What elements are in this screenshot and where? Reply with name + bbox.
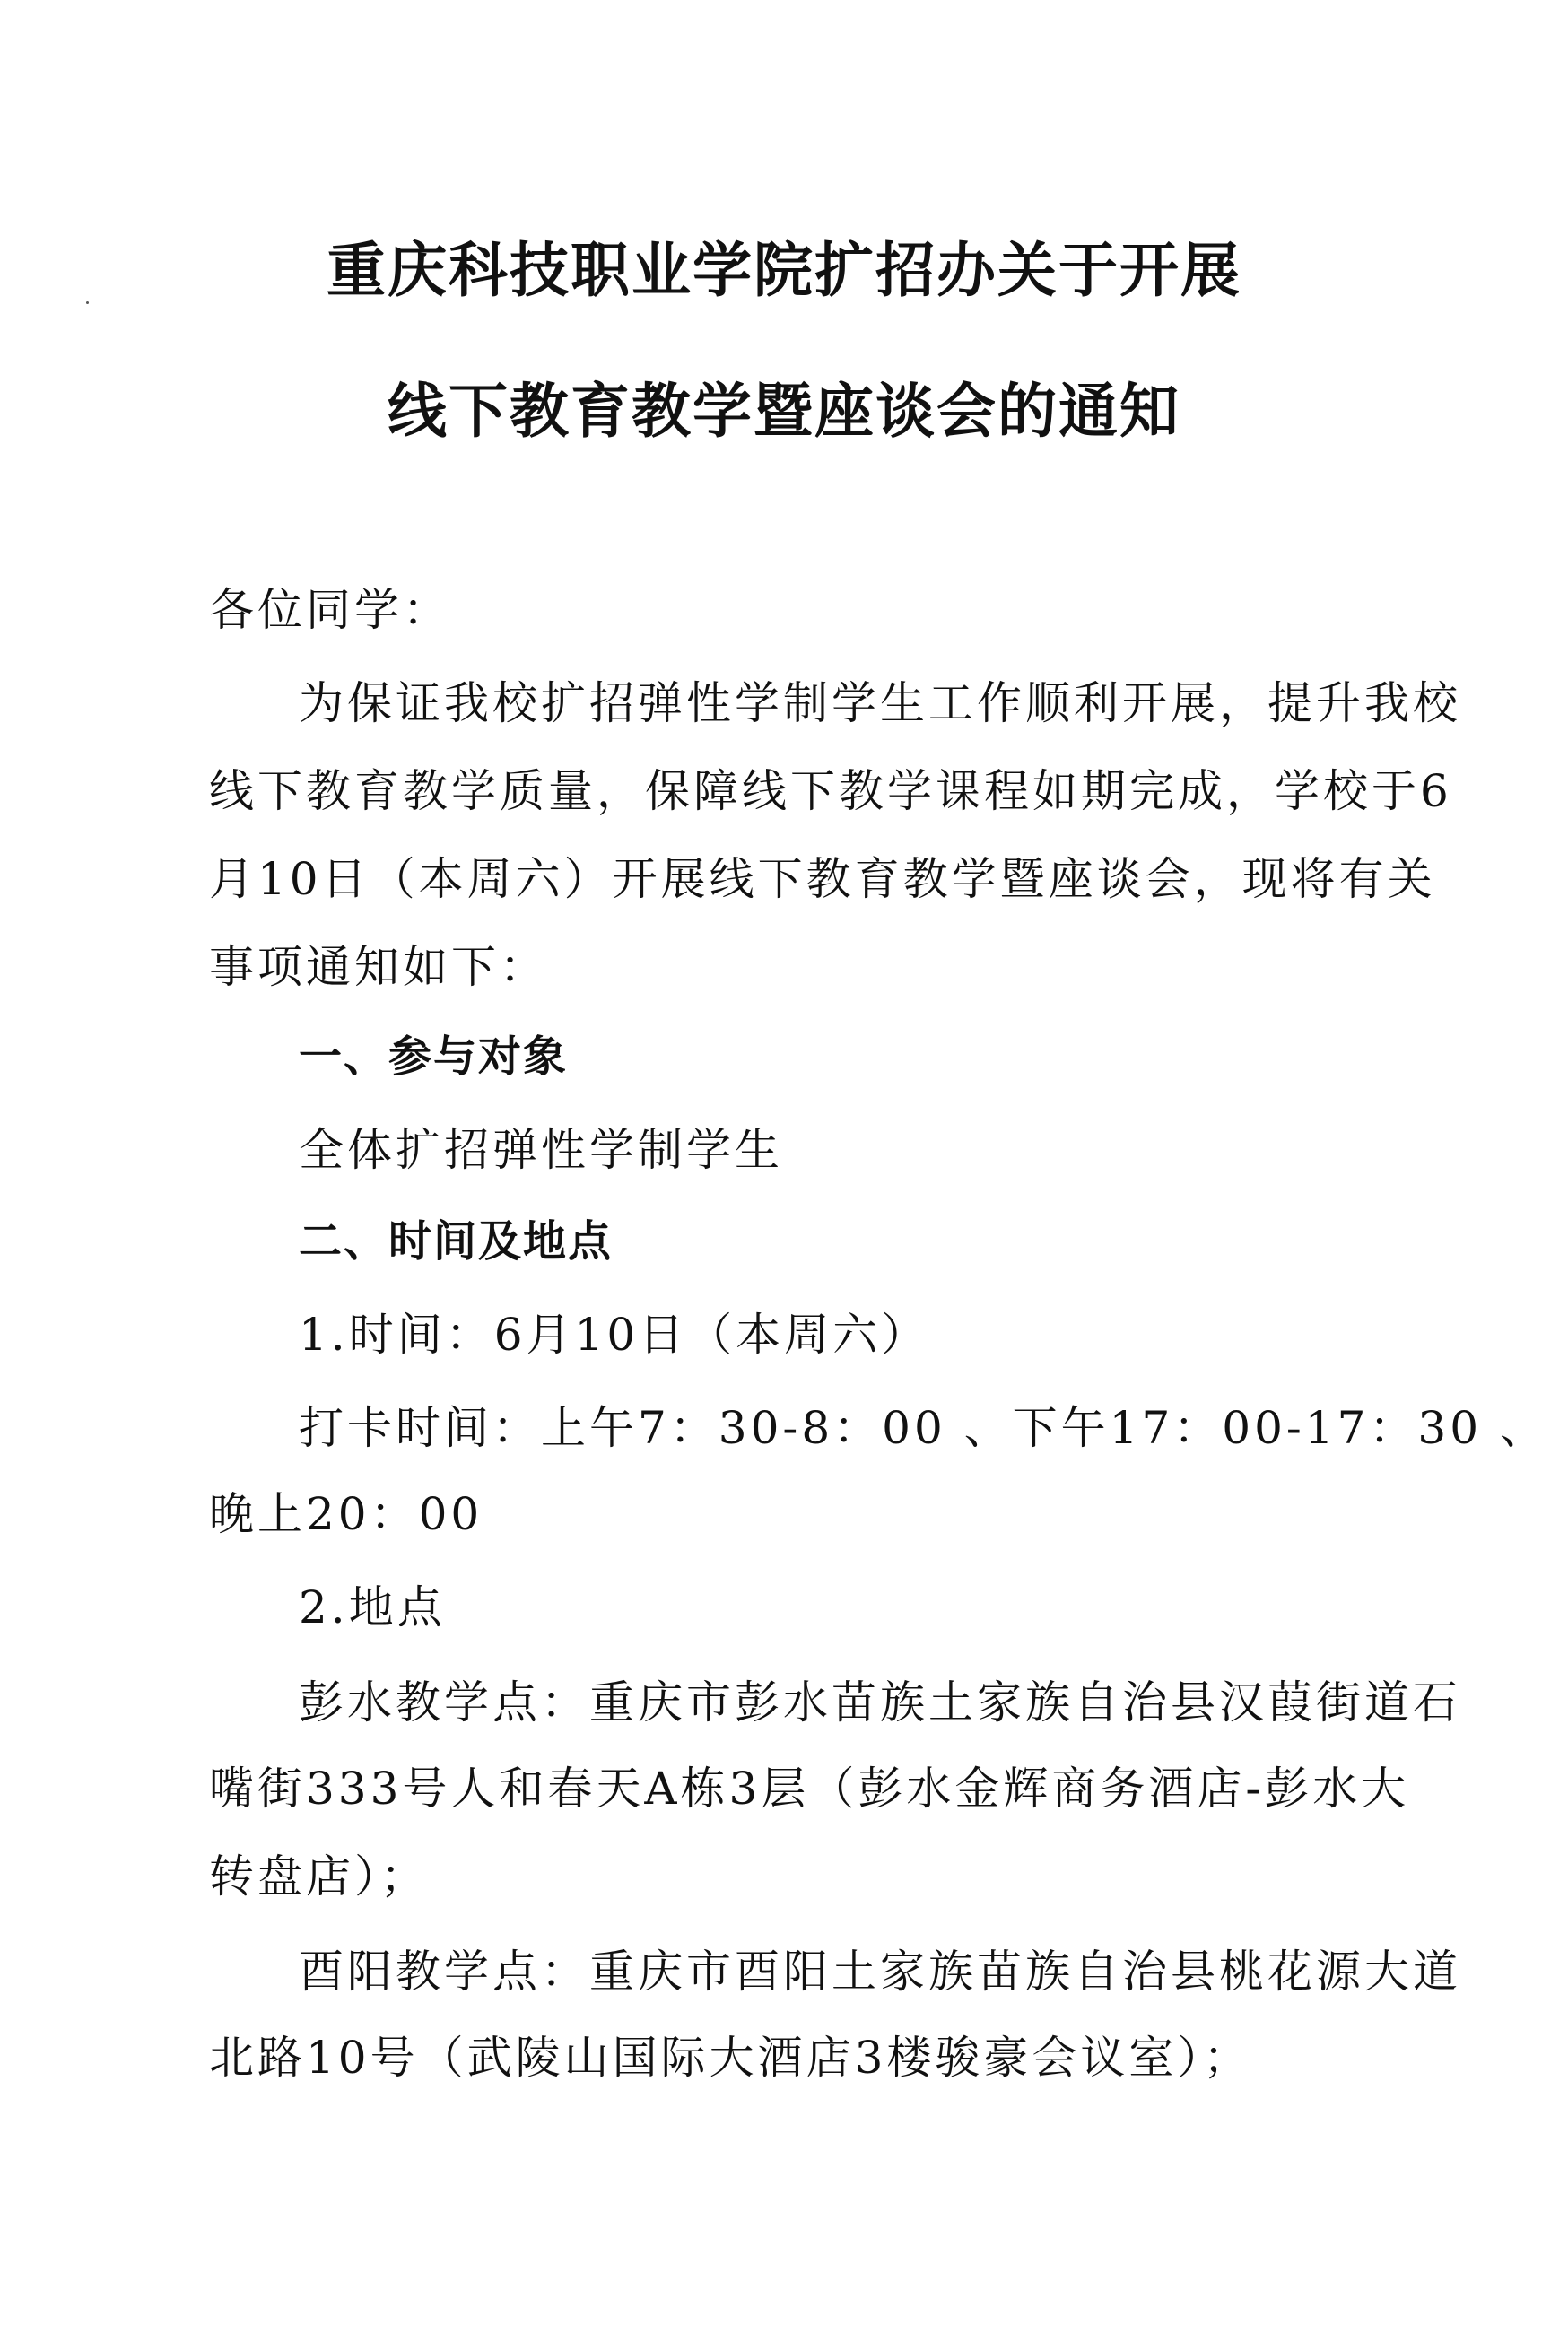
- pengshui-line-2: 嘴街333号人和春天A栋3层（彭水金辉商务酒店-彭水大: [209, 1763, 1410, 1815]
- checkin-line-1: 打卡时间：上午7：30-8：00 、下午17：00-17：30 、: [299, 1402, 1548, 1454]
- time-line: 1.时间：6月10日（本周六）: [299, 1309, 930, 1361]
- document-title-line-1: 重庆科技职业学院扩招办关于开展: [327, 236, 1241, 305]
- pengshui-line-1: 彭水教学点：重庆市彭水苗族土家族自治县汉葭街道石: [299, 1676, 1461, 1729]
- checkin-line-2: 晚上20：00: [209, 1488, 483, 1540]
- place-label: 2.地点: [299, 1581, 446, 1633]
- youyang-line-2: 北路10号（武陵山国际大酒店3楼骏豪会议室）；: [209, 2032, 1252, 2084]
- salutation: 各位同学：: [209, 584, 451, 636]
- intro-line-3: 月10日（本周六）开展线下教育教学暨座谈会，现将有关: [209, 853, 1436, 905]
- youyang-line-1: 酉阳教学点：重庆市酉阳土家族苗族自治县桃花源大道: [299, 1946, 1461, 1998]
- intro-line-4: 事项通知如下：: [209, 941, 548, 993]
- intro-line-2: 线下教育教学质量，保障线下教学课程如期完成，学校于6: [209, 765, 1452, 817]
- intro-line-1: 为保证我校扩招弹性学制学生工作顺利开展，提升我校: [299, 677, 1461, 729]
- section-1-content: 全体扩招弹性学制学生: [299, 1124, 783, 1176]
- section-2-heading: 二、时间及地点: [299, 1216, 614, 1267]
- pengshui-line-3: 转盘店）；: [209, 1850, 429, 1903]
- section-1-heading: 一、参与对象: [299, 1032, 569, 1082]
- document-title-line-2: 线下教育教学暨座谈会的通知: [388, 377, 1180, 446]
